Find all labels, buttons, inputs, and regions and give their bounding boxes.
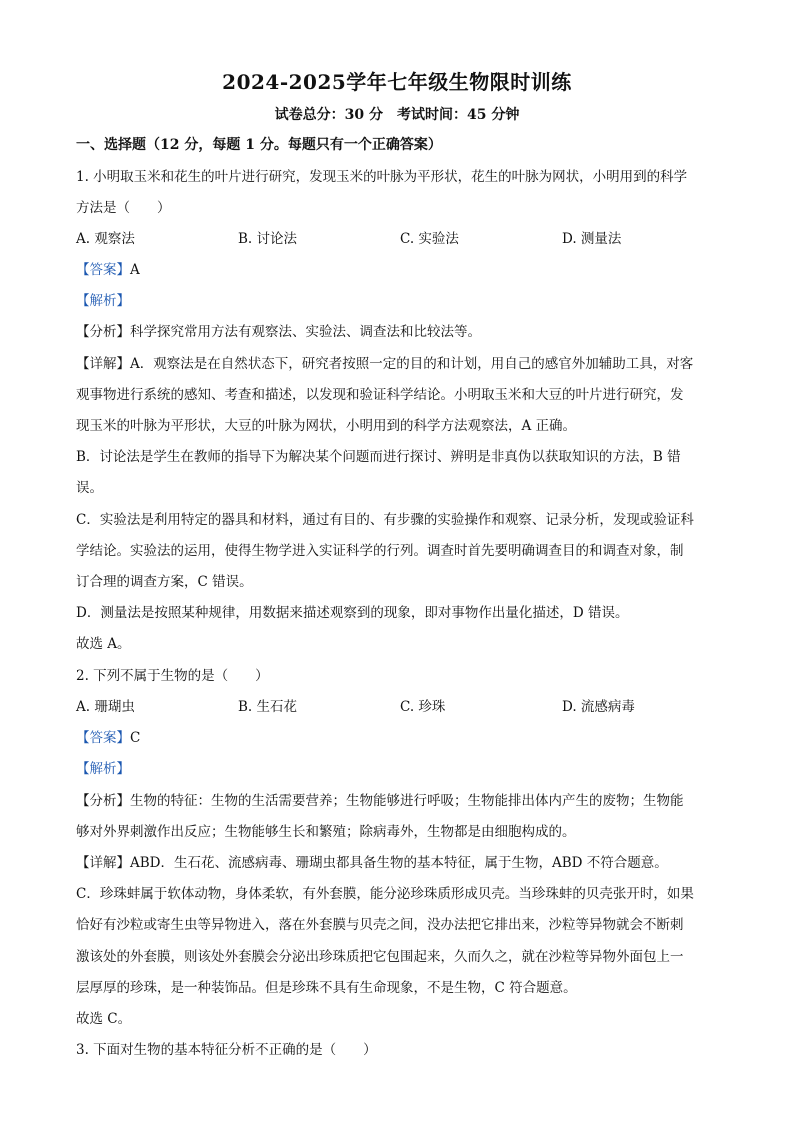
q1-d-line1: D．测量法是按照某种规律，用数据来描述观察到的现象，即对事物作出量化描述，D 错误。	[76, 605, 629, 621]
q1-option-a: A. 观察法	[76, 231, 135, 247]
answer-tag: 【答案】	[76, 730, 130, 746]
answer-tag: 【答案】	[76, 262, 130, 278]
q1-stem-line1: 1. 小明取玉米和花生的叶片进行研究，发现玉米的叶脉为平形状，花生的叶脉为网状，小明用到的科学	[76, 169, 688, 185]
answer-value: C	[130, 730, 141, 746]
analysis-tag: 【解析】	[76, 293, 130, 309]
q2-option-a: A. 珊瑚虫	[76, 699, 135, 715]
q1-c-line1: C．实验法是利用特定的器具和材料，通过有目的、有步骤的实验操作和观察、记录分析，发现或验证科	[76, 512, 694, 528]
q1-b-line1: B．讨论法是学生在教师的指导下为解决某个问题而进行探讨、辨明是非真伪以获取知识的方法，B 错	[76, 449, 681, 465]
page-title: 2024-2025学年七年级生物限时训练	[222, 70, 572, 94]
q2-c-line1: C．珍珠蚌属于软体动物，身体柔软，有外套膜，能分泌珍珠质形成贝壳。当珍珠蚌的贝壳张开时，如果	[76, 886, 694, 902]
q2-option-b: B. 生石花	[238, 699, 298, 715]
q1-c-line3: 订合理的调查方案，C 错误。	[76, 574, 253, 590]
q2-answer	[76, 728, 726, 748]
fenxi-tag: 【分析】	[76, 793, 130, 809]
exam-info: 试卷总分：30 分 考试时间：45 分钟	[274, 107, 520, 123]
q2-c-line4: 层厚厚的珍珠，是一种装饰品。但是珍珠不具有生命现象，不是生物，C 符合题意。	[76, 980, 577, 996]
q2-conclusion: 故选 C。	[76, 1011, 132, 1027]
fenxi-text: 生物的特征：生物的生活需要营养；生物能够进行呼吸；生物能排出体内产生的废物；生物能	[130, 793, 684, 809]
q1-analysis-heading	[76, 291, 726, 311]
q1-b-line2: 误。	[76, 480, 103, 496]
q2-fenxi-line1	[76, 791, 726, 811]
analysis-tag: 【解析】	[76, 761, 130, 777]
q2-stem: 2. 下列不属于生物的是（ ）	[76, 668, 269, 684]
q1-c-line2: 学结论。实验法的运用，使得生物学进入实证科学的行列。调查时首先要明确调查目的和调查对象，制	[76, 543, 684, 559]
q1-stem-line2: 方法是（ ）	[76, 200, 171, 216]
q1-conclusion: 故选 A。	[76, 636, 131, 652]
q3-stem: 3. 下面对生物的基本特征分析不正确的是（ ）	[76, 1042, 377, 1058]
q2-c-line2: 恰好有沙粒或寄生虫等异物进入，落在外套膜与贝壳之间，没办法把它排出来，沙粒等异物就会不断刺	[76, 917, 684, 933]
q2-analysis-heading	[76, 759, 726, 779]
q2-option-d: D. 流感病毒	[562, 699, 635, 715]
detail-text: A．观察法是在自然状态下，研究者按照一定的目的和计划，用自己的感官外加辅助工具，对客	[130, 356, 694, 372]
answer-value: A	[130, 262, 140, 278]
q1-option-b: B. 讨论法	[238, 231, 298, 247]
detail-tag: 【详解】	[76, 356, 130, 372]
q2-detail-line1	[76, 853, 726, 873]
q1-detail-line1	[76, 354, 726, 374]
q2-option-c: C. 珍珠	[400, 699, 446, 715]
fenxi-text: 科学探究常用方法有观察法、实验法、调查法和比较法等。	[130, 324, 481, 340]
detail-tag: 【详解】	[76, 855, 130, 871]
q1-option-c: C. 实验法	[400, 231, 459, 247]
q1-answer	[76, 260, 726, 280]
q1-detail-line2: 观事物进行系统的感知、考查和描述，以发现和验证科学结论。小明取玉米和大豆的叶片进行研究，发	[76, 387, 684, 403]
q2-fenxi-line2: 够对外界刺激作出反应；生物能够生长和繁殖；除病毒外，生物都是由细胞构成的。	[76, 824, 576, 840]
q2-c-line3: 激该处的外套膜，则该处外套膜会分泌出珍珠质把它包围起来，久而久之，就在沙粒等异物外面包上一	[76, 949, 684, 965]
detail-text: ABD．生石花、流感病毒、珊瑚虫都具备生物的基本特征，属于生物，ABD 不符合题意。	[130, 855, 668, 871]
fenxi-tag: 【分析】	[76, 324, 130, 340]
q1-option-d: D. 测量法	[562, 231, 622, 247]
q1-fenxi	[76, 322, 726, 342]
section-heading: 一、选择题（12 分，每题 1 分。每题只有一个正确答案）	[76, 137, 442, 153]
q1-detail-line3: 现玉米的叶脉为平形状，大豆的叶脉为网状，小明用到的科学方法观察法，A 正确。	[76, 418, 577, 434]
